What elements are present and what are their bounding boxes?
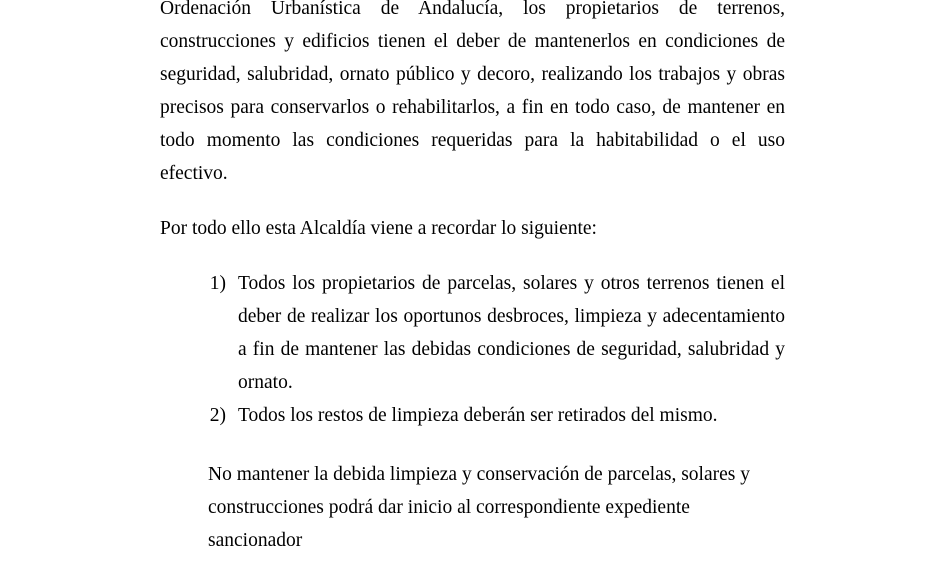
list-item-label: Todos los restos de limpieza deberán ser retirados del mismo. [238, 405, 718, 426]
list-item-label: Todos los propietarios de parcelas, solares y otros terrenos tienen el deber de realizar los oportunos desbroces, limpieza y adecentamiento a fin de mantener las debidas condiciones de seguridad, salubridad y ornato. [238, 273, 785, 393]
list-item [204, 267, 785, 399]
paragraph-closing-partial-line: construcciones podrá dar inicio al correspondiente expediente sancionador [208, 497, 690, 551]
paragraph-conservation-duty: Ordenación Urbanística de Andalucía, los propietarios de terrenos, construcciones y edificios tienen el deber de mantenerlos en condiciones de seguridad, salubridad, ornato público y decoro, realizando los trabajos y obras precisos para conservarlos o rehabilitarlos, a fin en todo caso, de mantener en todo momento las condiciones requeridas para la habitabilidad o el uso efectivo. [160, 0, 785, 184]
list-item-marker: 1) [209, 273, 226, 294]
numbered-list [160, 267, 785, 432]
list-spacer [160, 245, 785, 267]
paragraph-closing-warning: No mantener la debida limpieza y conservación de parcelas, solares y [208, 464, 750, 485]
paragraph-spacer [160, 190, 785, 212]
paragraph-mayor-reminder: Por todo ello esta Alcaldía viene a recordar lo siguiente: [160, 218, 597, 239]
list-item-marker: 2) [209, 405, 226, 426]
list-item [204, 399, 785, 432]
closing-spacer [160, 432, 785, 458]
